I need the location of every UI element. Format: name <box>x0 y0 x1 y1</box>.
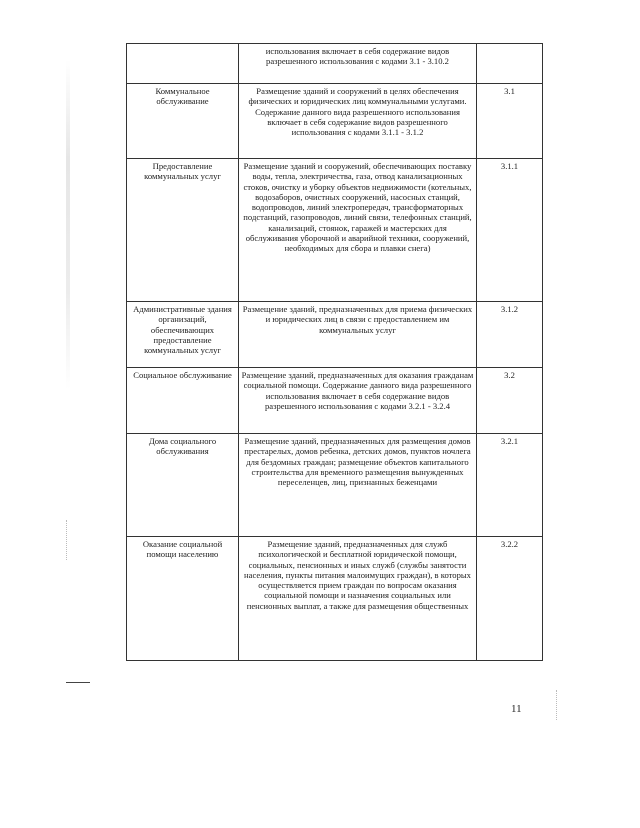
use-code-cell <box>477 44 543 84</box>
use-code-cell: 3.1 <box>477 84 543 159</box>
scan-edge-shadow <box>66 60 70 390</box>
scan-artifact-right <box>556 690 559 720</box>
use-name-cell: Административные здания организаций, обеспечивающих предоставление коммунальных услуг <box>127 302 239 368</box>
table-row <box>127 368 543 434</box>
use-description-cell: использования включает в себя содержание видов разрешенного использования с кодами 3.1 - 3.10.2 <box>239 44 477 84</box>
use-name-cell: Коммунальное обслуживание <box>127 84 239 159</box>
use-code-cell: 3.2 <box>477 368 543 434</box>
page-number: 11 <box>511 703 522 715</box>
use-name-cell: Дома социального обслуживания <box>127 434 239 537</box>
scan-edge-mark <box>66 682 90 683</box>
use-name-cell: Оказание социальной помощи населению <box>127 537 239 661</box>
use-code-cell: 3.1.2 <box>477 302 543 368</box>
use-description-cell: Размещение зданий и сооружений в целях обеспечения физических и юридических лиц коммунальными услугами. Содержание данного вида разрешенного использования включает в себя содержание видов разрешенного использования с кодами 3.1.1 - 3.1.2 <box>239 84 477 159</box>
table-row <box>127 302 543 368</box>
use-name-cell: Предоставление коммунальных услуг <box>127 159 239 302</box>
table-row <box>127 84 543 159</box>
use-description-cell: Размещение зданий, предназначенных для оказания гражданам социальной помощи. Содержание данного вида разрешенного использования включает в себя содержание видов разрешенного использования с кодами 3.2.1 - 3.2.4 <box>239 368 477 434</box>
use-code-cell: 3.2.2 <box>477 537 543 661</box>
table-row <box>127 44 543 84</box>
use-description-cell: Размещение зданий, предназначенных для размещения домов престарелых, домов ребенка, детских домов, пунктов ночлега для бездомных граждан; размещение объектов капитального строительства для временного размещения вынужденных переселенцев, лиц, признанных беженцами <box>239 434 477 537</box>
table-row <box>127 537 543 661</box>
use-description-cell: Размещение зданий, предназначенных для служб психологической и бесплатной юридической помощи, социальных, пенсионных и иных служб (службы занятости населения, пункты питания малоимущих граждан), в которых осуществляется прием граждан по вопросам оказания социальной помощи и назначения социальных или пенсионных выплат, а также для размещения общественных <box>239 537 477 661</box>
land-use-table <box>126 43 543 661</box>
table-row <box>127 159 543 302</box>
use-description-cell: Размещение зданий и сооружений, обеспечивающих поставку воды, тепла, электричества, газа, отвод канализационных стоков, очистку и уборку объектов недвижимости (котельных, водозаборов, очистных сооружений, насосных станций, водопроводов, линий электропередач, трансформаторных подстанций, газопроводов, линий связи, телефонных станций, канализаций, стоянок, гаражей и мастерских для обслуживания уборочной и аварийной техники, сооружений, необходимых для сбора и плавки снега) <box>239 159 477 302</box>
use-name-cell: Социальное обслуживание <box>127 368 239 434</box>
use-name-cell <box>127 44 239 84</box>
scan-artifact <box>66 520 70 560</box>
use-code-cell: 3.2.1 <box>477 434 543 537</box>
use-code-cell: 3.1.1 <box>477 159 543 302</box>
table-row <box>127 434 543 537</box>
use-description-cell: Размещение зданий, предназначенных для приема физических и юридических лиц в связи с предоставлением им коммунальных услуг <box>239 302 477 368</box>
